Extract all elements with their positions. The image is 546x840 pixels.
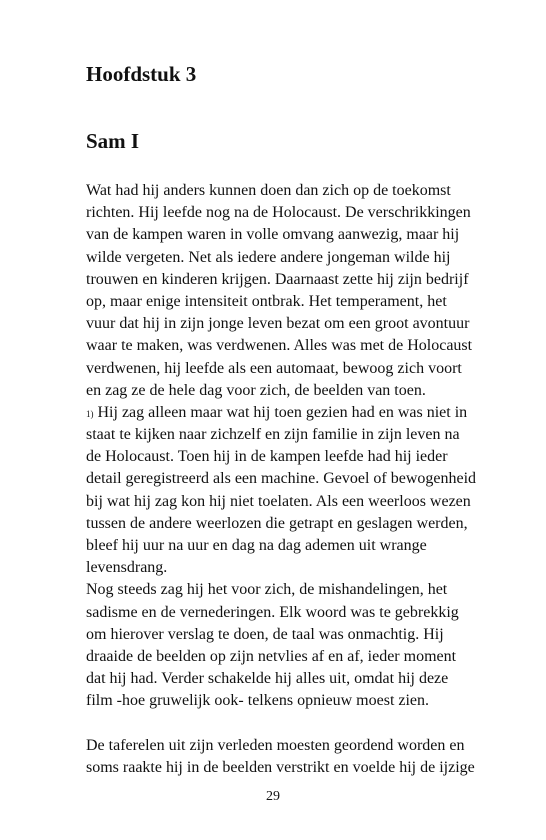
text-line: De taferelen uit zijn verleden moesten geordend worden en <box>86 736 465 754</box>
text-line: waar te maken, was verdwenen. Alles was met de Holocaust <box>86 337 473 355</box>
text-line: bij wat hij zag kon hij niet toelaten. Als een weerloos wezen <box>86 492 471 510</box>
text-line-with-footnote <box>86 402 526 424</box>
text-line: dat hij had. Verder schakelde hij alles uit, omdat hij deze <box>86 670 449 688</box>
text-line: trouwen en kinderen krijgen. Daarnaast zette hij zijn bedrijf <box>86 270 469 288</box>
section-title: Sam I <box>86 129 140 153</box>
text-line: en zag ze de hele dag voor zich, de beelden van toen. <box>86 381 426 399</box>
text-line: bleef hij uur na uur en dag na dag ademen uit wrange <box>86 537 427 554</box>
text-line: film -hoe gruwelijk ook- telkens opnieuw moest zien. <box>86 692 430 710</box>
paragraph-gap <box>86 713 526 735</box>
page-number: 29 <box>266 789 280 804</box>
text-line: van de kampen waren in volle omvang aanwezig, maar hij <box>86 226 460 244</box>
text-line: levensdrang. <box>86 559 168 577</box>
text-line: de Holocaust. Toen hij in de kampen leefde had hij ieder <box>86 448 448 466</box>
text-line: op, maar enige intensiteit ontbrak. Het temperament, het <box>86 292 447 310</box>
text-line: Nog steeds zag hij het voor zich, de mishandelingen, het <box>86 581 448 599</box>
text-line: verdwenen, hij leefde als een automaat, bewoog zich voort <box>86 359 462 377</box>
body-text <box>86 180 526 779</box>
footnote-line-text: Hij zag alleen maar wat hij toen gezien had en was niet in <box>97 403 468 421</box>
text-line: staat te kijken naar zichzelf en zijn familie in zijn leven na <box>86 426 460 444</box>
footnote-marker: 1) <box>86 408 94 419</box>
text-line: soms raakte hij in de beelden verstrikt en voelde hij de ijzige <box>86 758 475 776</box>
text-line: richten. Hij leefde nog na de Holocaust. De verschrikkingen <box>86 204 471 222</box>
text-line: detail geregistreerd als een machine. Gevoel of bewogenheid <box>86 470 477 488</box>
text-line: om hierover verslag te doen, de taal was onmachtig. Hij <box>86 625 444 643</box>
text-line: draaide de beelden op zijn netvlies af en af, ieder moment <box>86 647 457 665</box>
text-line: tussen de andere weerlozen die getrapt en geslagen werden, <box>86 514 468 532</box>
text-line: Wat had hij anders kunnen doen dan zich op de toekomst <box>86 182 451 199</box>
text-line: wilde vergeten. Net als iedere andere jongeman wilde hij <box>86 248 451 266</box>
text-line: vuur dat hij in zijn jonge leven bezat om een groot avontuur <box>86 315 470 333</box>
text-line: sadisme en de vernederingen. Elk woord was te gebrekkig <box>86 603 459 621</box>
chapter-title: Hoofdstuk 3 <box>86 62 197 86</box>
